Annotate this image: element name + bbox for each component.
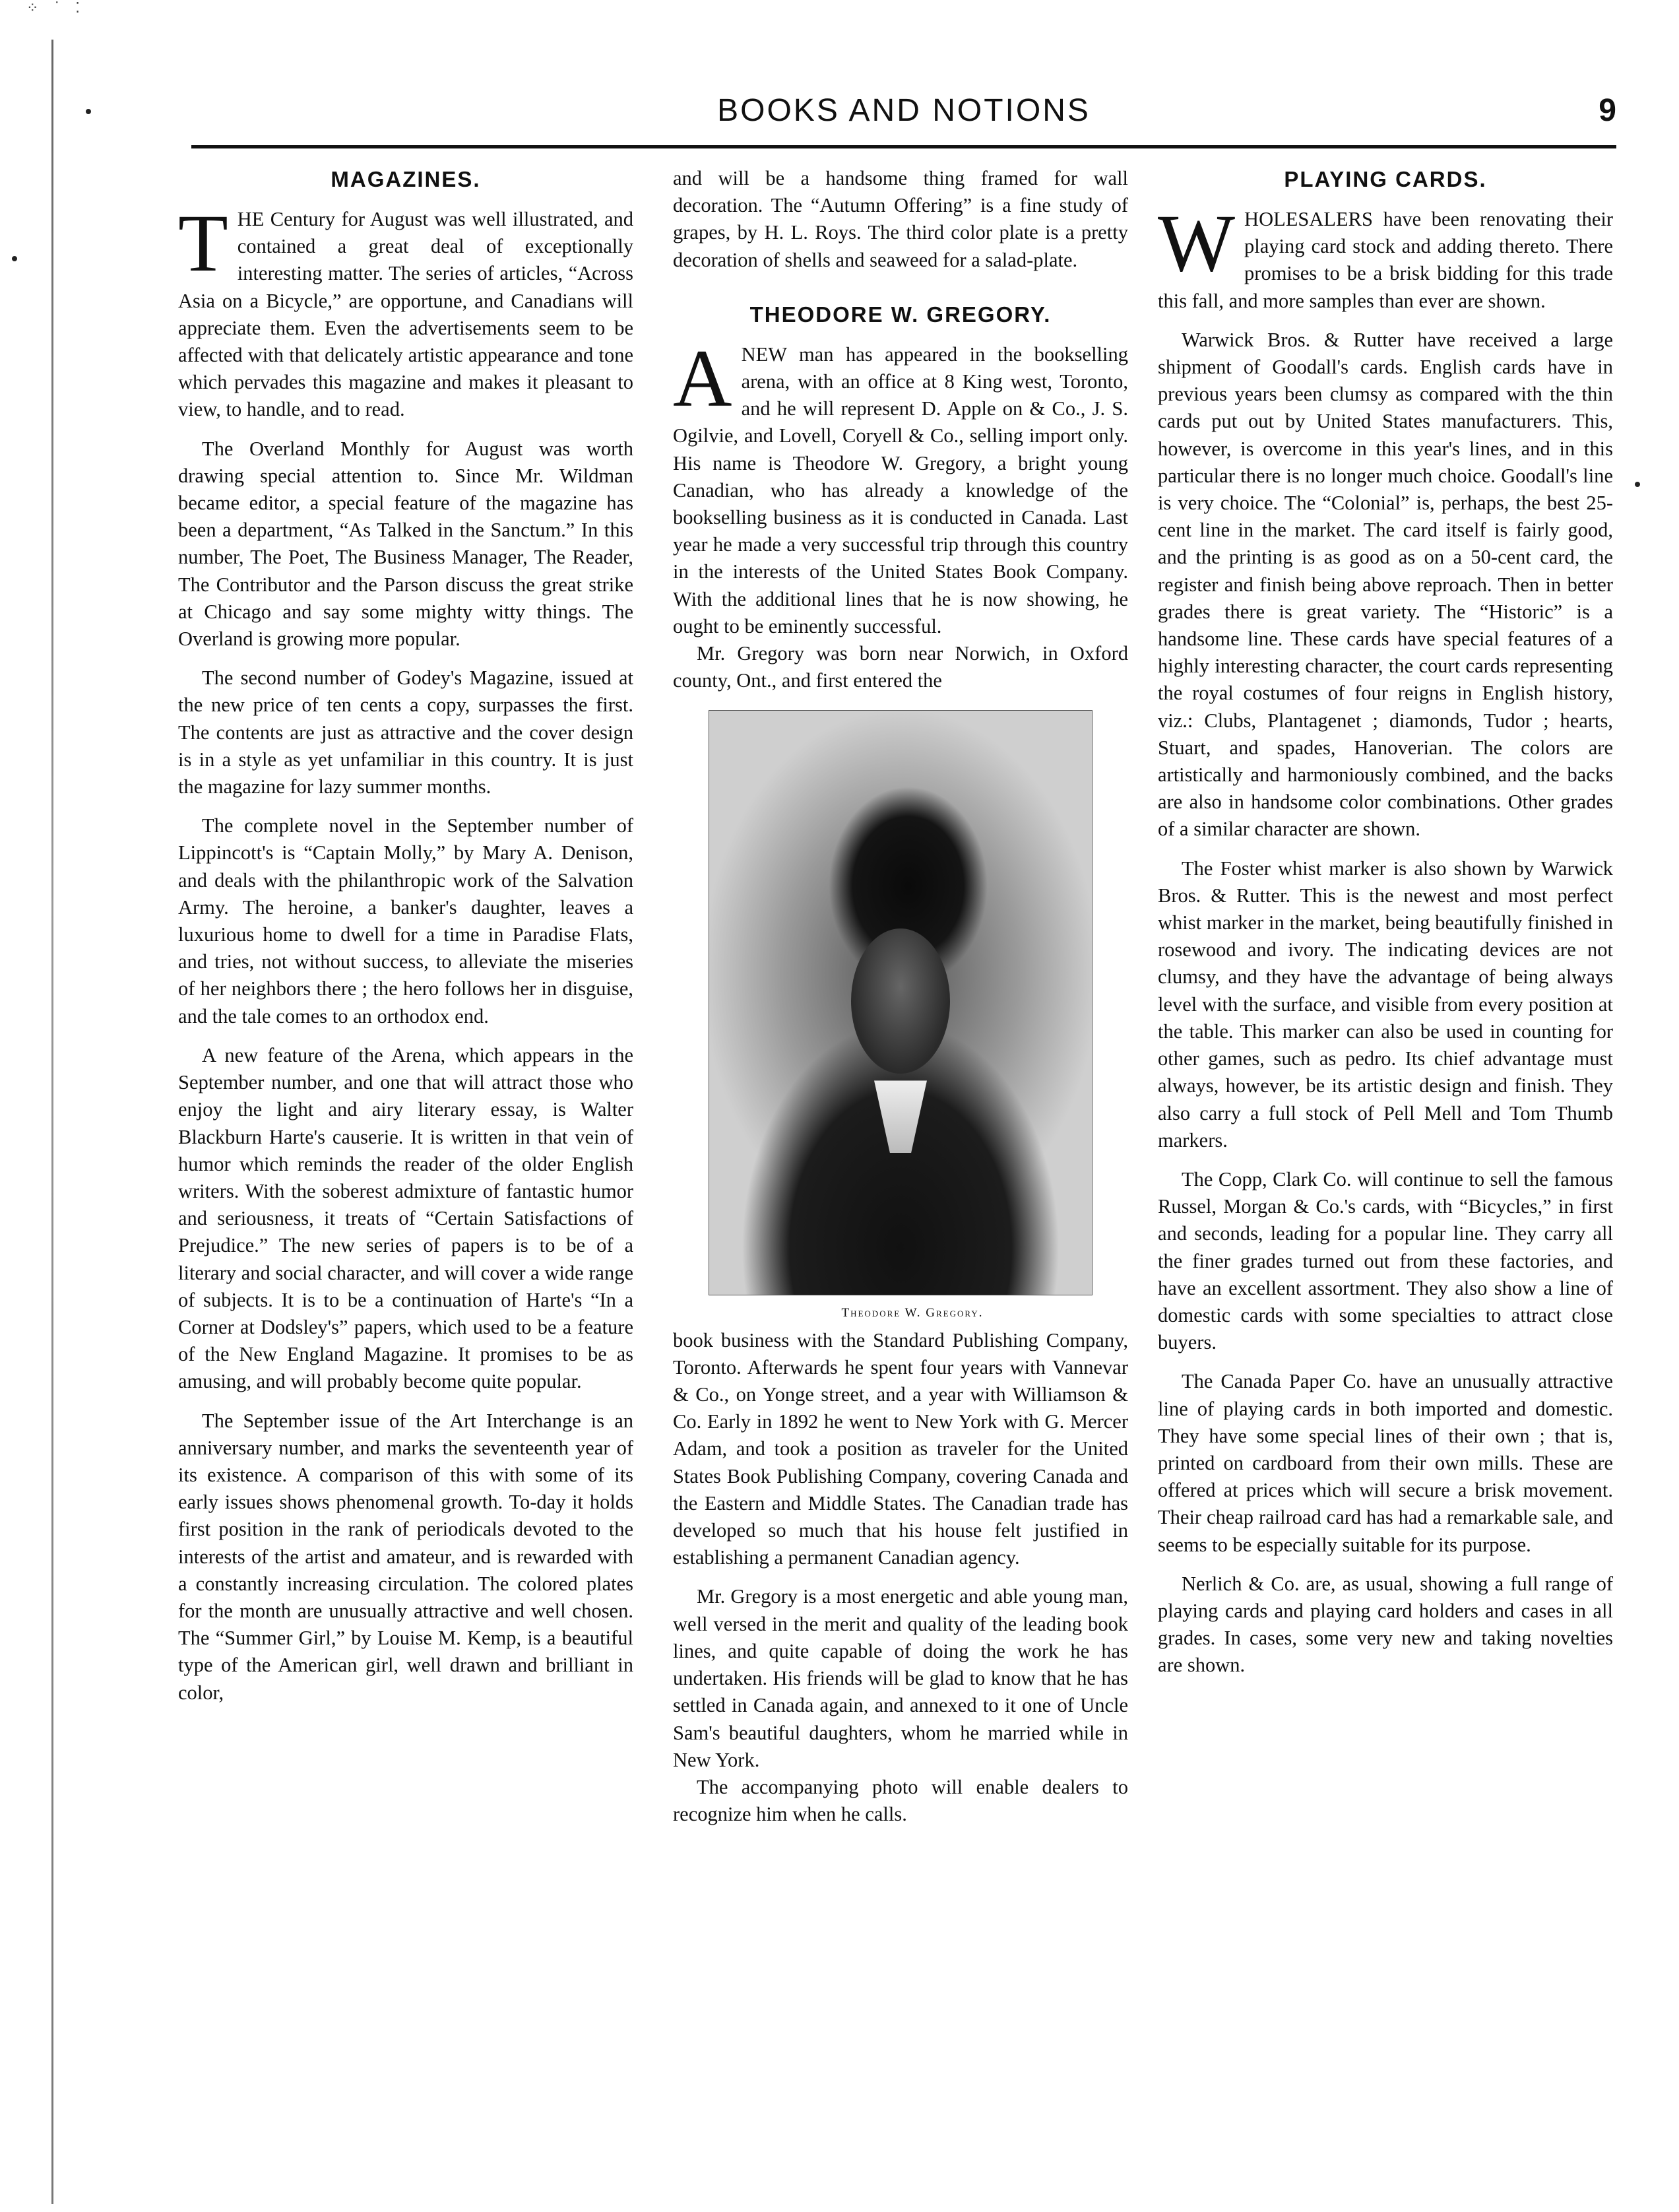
paragraph — [1158, 198, 1613, 315]
paragraph: The Copp, Clark Co. will continue to sell the famous Russel, Morgan & Co.'s cards, with “Bicycles,” in first and seconds, leading for a popular line. They carry all the finer grades turned out from these factories, and have an excellent assortment. They also show a line of domestic cards with some specialties to attract close buyers. — [1158, 1167, 1613, 1354]
page-number: 9 — [1599, 93, 1616, 128]
column-playing-cards — [1158, 165, 1613, 1679]
header-rule — [191, 145, 1616, 148]
drop-cap: A — [673, 333, 732, 424]
portrait-collar — [874, 1080, 927, 1153]
portrait-photo — [709, 710, 1093, 1295]
section-heading-playing-cards: PLAYING CARDS. — [1284, 167, 1487, 191]
column-gregory — [673, 165, 1128, 1828]
paragraph: The complete novel in the September number of Lippincott's is “Captain Molly,” by Mary A. Denison, and deals with the philanthropic work of the Salvation Army. The heroine, a banker's daughter, leaves a luxurious home to dwell for a time in Paradise Flats, and tries, not without success, to alleviate the miseries of her neighbors there ; the hero follows her in disguise, and the tale comes to an orthodox end. — [178, 814, 633, 1027]
drop-cap: T — [178, 198, 228, 288]
photo-caption: Theodore W. Gregory. — [841, 1306, 984, 1320]
scan-artifact: ⁘ ˙ ⁚ — [26, 0, 83, 16]
paragraph-text: HOLESALERS have been renovating their playing card stock and adding thereto. There promises to be a brisk bidding for this trade this fall, and more samples than ever are shown. — [1158, 208, 1613, 312]
paragraph: A new feature of the Arena, which appears in the September number, and one that will attract those who enjoy the light and airy literary essay, is Walter Blackburn Harte's causerie. It is written in that vein of humor which reminds the reader of the older English writers. With the soberest admixture of fantastic humor and seriousness, it treats of “Certain Satisfactions of Prejudice.” The new series of papers is to be of a literary and social character, and will cover a wide range of subjects. It is to be a continuation of Harte's “In a Corner at Dodsley's” papers, which used to be a feature of the New England Magazine. It promises to be as amusing, and will probably become quite popular. — [178, 1043, 633, 1393]
paragraph: Mr. Gregory was born near Norwich, in Oxford county, Ont., and first entered the — [673, 642, 1128, 692]
paragraph: The second number of Godey's Magazine, issued at the new price of ten cents a copy, surpasses the first. The contents are just as attractive and the cover design is in a style as yet unfamiliar in this country. It is just the magazine for lazy summer months. — [178, 667, 633, 798]
page-edge — [51, 40, 53, 2204]
paragraph — [673, 333, 1128, 640]
publication-title: BOOKS AND NOTIONS — [717, 93, 1091, 128]
paragraph-text: NEW man has appeared in the bookselling arena, with an office at 8 King west, Toronto, and he will represent D. Apple on & Co., J. S. Ogilvie, and Lovell, Coryell & Co., selling import only. His name is Theodore W. Gregory, a bright young Canadian, who has already a knowledge of the bookselling business as it is conducted in Canada. Last year he made a very successful trip through this country in the interests of the United States Book Company. With the additional lines that he is now showing, he ought to be eminently successful. — [673, 342, 1128, 637]
paragraph-text: HE Century for August was well illustrated, and contained a great deal of exceptionally interesting matter. The series of articles, “Across Asia on a Bicycle,” are opportune, and Canadians will appreciate them. Even the advertisements seem to be affected with that delicately artistic appearance and tone which pervades this magazine and makes it pleasant to view, to handle, and to read. — [178, 208, 633, 421]
paragraph: Mr. Gregory is a most energetic and able young man, well versed in the merit and quality of the leading book lines, and quite capable of doing the work he has undertaken. His friends will be glad to know that he has settled in Canada again, and annexed to it one of Uncle Sam's beautiful daughters, whom he married while in New York. — [673, 1585, 1128, 1771]
paragraph: The Foster whist marker is also shown by Warwick Bros. & Rutter. This is the newest and most perfect whist marker in the market, being beautifully finished in rosewood and ivory. The indicating devices are not clumsy, and they have the advantage of being always level with the surface, and visible from every position at the table. This marker can also be used in counting for other games, such as pedro. Its chief advantage must always, however, be its artistic design and finish. They also carry a full stock of Pell Mell and Tom Thumb markers. — [1158, 857, 1613, 1152]
speck — [1635, 482, 1640, 487]
paragraph: and will be a handsome thing framed for wall decoration. The “Autumn Offering” is a fine study of grapes, by H. L. Roys. The third color plate is a pretty decoration of shells and seaweed for a salad-plate. — [673, 167, 1128, 271]
paragraph: The Overland Monthly for August was worth drawing special attention to. Since Mr. Wildman became editor, a special feature of the magazine has been a department, “As Talked in the Sanctum.” In this number, The Poet, The Business Manager, The Reader, The Contributor and the Parson discuss the great strike at Chicago and say some mighty witty things. The Overland is growing more popular. — [178, 437, 633, 651]
speck — [86, 109, 91, 114]
paragraph: book business with the Standard Publishing Company, Toronto. Afterwards he spent four years with Vannevar & Co., on Yonge street, and a year with Williamson & Co. Early in 1892 he went to New York with G. Mercer Adam, and took a position as traveler for the United States Book Publishing Company, covering Canada and the Eastern and Middle States. The Canadian trade has developed so much that his house felt justified in establishing a permanent Canadian agency. — [673, 1328, 1128, 1569]
drop-cap: W — [1158, 198, 1236, 288]
paragraph: The Canada Paper Co. have an unusually attractive line of playing cards in both imported and domestic. They have some special lines of their own ; that is, printed on cardboard from their own mills. These are offered at prices which will secure a brisk movement. Their cheap railroad card has had a remarkable sale, and seems to be especially suitable for its purpose. — [1158, 1370, 1613, 1556]
section-heading-magazines: MAGAZINES. — [331, 167, 481, 191]
running-header — [191, 90, 1616, 136]
paragraph: The September issue of the Art Interchange is an anniversary number, and marks the seventeenth year of its existence. A comparison of this with some of its early issues shows phenomenal growth. To-day it holds first position in the rank of periodicals devoted to the interests of the artist and amateur, and is rewarded with a constantly increasing circulation. The colored plates for the month are unusually attractive and well chosen. The “Summer Girl,” by Louise M. Kemp, is a beautiful type of the American girl, well drawn and brilliant in color, — [178, 1409, 633, 1704]
section-heading-gregory: THEODORE W. GREGORY. — [749, 302, 1052, 327]
paragraph: Warwick Bros. & Rutter have received a large shipment of Goodall's cards. English cards have in previous years been clumsy as compared with the thin cards put out by United States manufacturers. This, however, is overcome in this year's lines, and in this particular there is no longer much choice. Goodall's line is very choice. The “Colonial” is, perhaps, the best 25-cent line in the market. The card itself is fairly good, and the printing is as good as on a 50-cent card, the register and finish being above reproach. Then in better grades there is great variety. The “Historic” is a handsome line. These cards have special features of a highly interesting character, the court cards representing the royal costumes of four reigns in English history, viz.: Clubs, Plantagenet ; diamonds, Tudor ; hearts, Stuart, and spades, Hanoverian. The colors are artistically and harmoniously combined, and the backs are also in handsome color combinations. Other grades of a similar character are shown. — [1158, 328, 1613, 841]
column-magazines — [178, 165, 633, 1707]
paragraph: Nerlich & Co. are, as usual, showing a full range of playing cards and playing card holders and cases in all grades. In cases, some very new and taking novelties are shown. — [1158, 1572, 1613, 1677]
paragraph — [178, 198, 633, 424]
paragraph: The accompanying photo will enable dealers to recognize him when he calls. — [673, 1775, 1128, 1826]
portrait-face — [851, 928, 950, 1074]
speck — [12, 256, 17, 261]
